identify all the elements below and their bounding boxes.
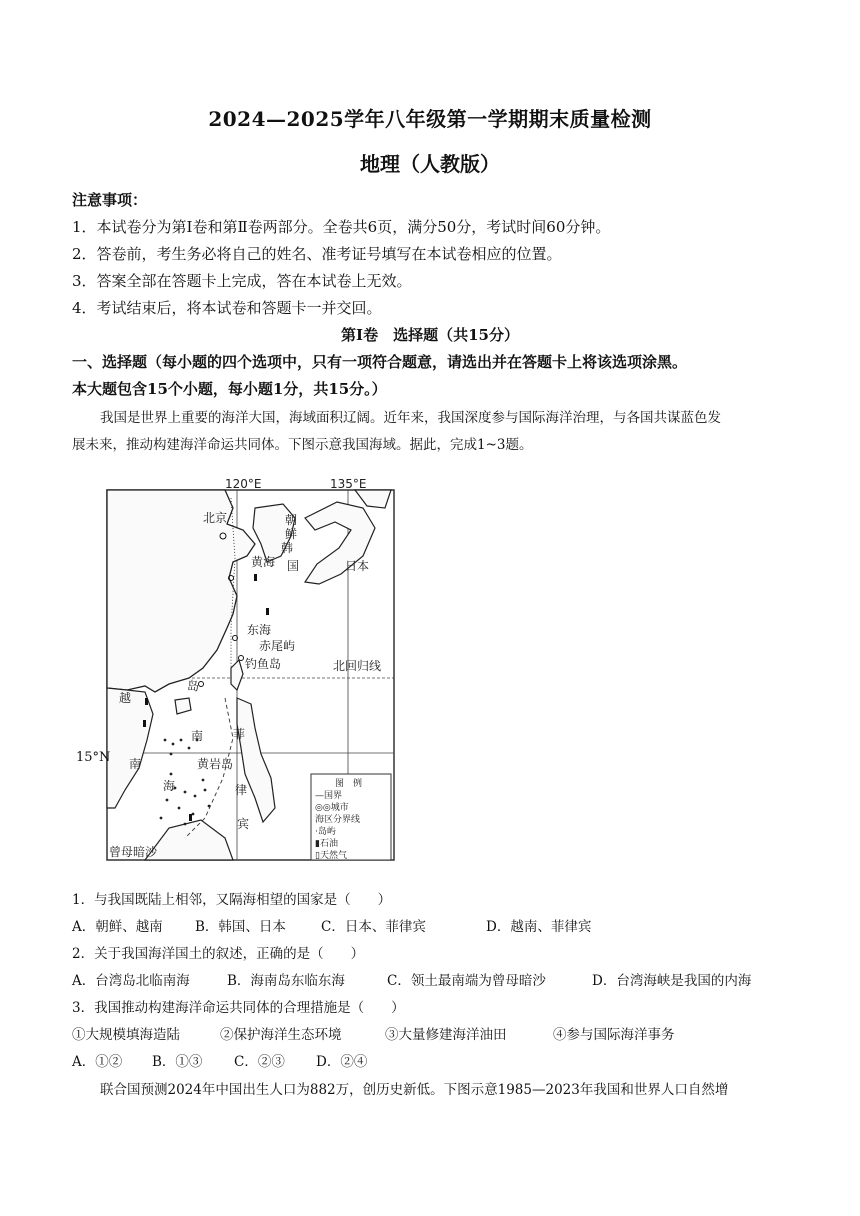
china-sea-map: [105, 478, 397, 862]
map-place: 北京: [203, 511, 228, 525]
option: A．①②: [72, 1054, 123, 1070]
map-place: 国: [287, 559, 300, 573]
option: C．领土最南端为曾母暗沙: [387, 973, 546, 989]
measure: ③大量修建海洋油田: [385, 1027, 507, 1043]
option: D．台湾海峡是我国的内海: [592, 973, 752, 989]
notice-item: 1．本试卷分为第Ⅰ卷和第Ⅱ卷两部分。全卷共6页，满分50分，考试时间60分钟。: [72, 218, 611, 236]
option: D．越南、菲律宾: [486, 919, 592, 935]
map-place: 宾: [237, 817, 250, 831]
notice-item: 2．答卷前，考生务必将自己的姓名、准考证号填写在本试卷相应的位置。: [72, 245, 562, 263]
lat-label: 15°N: [76, 750, 111, 765]
map-place: 越: [119, 691, 132, 705]
question-options: [72, 915, 591, 935]
question-stem: 3．我国推动构建海洋命运共同体的合理措施是（ ）: [72, 1000, 405, 1016]
passage-line: 展未来，推动构建海洋命运共同体。下图示意我国海域。据此，完成1~3题。: [72, 437, 533, 453]
notice-heading: 注意事项：: [72, 191, 148, 209]
map-place: 钓鱼岛: [245, 657, 282, 671]
legend-item: 海区分界线: [315, 815, 361, 825]
map-place: 鲜: [285, 527, 298, 541]
question-stem: 2．关于我国海洋国土的叙述，正确的是（ ）: [72, 946, 365, 962]
legend-item: ▯天然气: [315, 851, 347, 861]
map-place: 南: [191, 729, 204, 743]
legend-title: 图 例: [335, 779, 363, 789]
option: B．海南岛东临东海: [227, 973, 345, 989]
section-title: 第Ⅰ卷 选择题（共15分）: [341, 326, 519, 344]
option: C．日本、菲律宾: [321, 919, 426, 935]
option: C．②③: [234, 1054, 285, 1070]
legend-item: —国界: [315, 791, 343, 801]
map-place: 律: [235, 783, 248, 797]
question-measures: [72, 1023, 675, 1043]
section-instruction: 本大题包含15个小题，每小题1分，共15分。）: [72, 380, 387, 398]
map-place: 北回归线: [333, 659, 382, 673]
legend-item: ·岛屿: [315, 827, 336, 837]
map-place: 日本: [345, 559, 370, 573]
measure: ④参与国际海洋事务: [553, 1027, 675, 1043]
legend-item: ▮石油: [315, 839, 338, 849]
map-place: 岛: [187, 679, 200, 693]
question-options: [72, 1050, 367, 1070]
section-instruction: 一、选择题（每小题的四个选项中，只有一项符合题意，请选出并在答题卡上将该选项涂黑。: [72, 353, 688, 371]
map-place: 韩: [281, 541, 294, 555]
measure: ①大规模填海造陆: [72, 1027, 180, 1043]
legend-item: ◎◎城市: [315, 803, 349, 813]
map-place: 菲: [233, 727, 246, 741]
measure: ②保护海洋生态环境: [220, 1027, 342, 1043]
option: B．①③: [152, 1054, 203, 1070]
map-place: 赤尾屿: [259, 639, 296, 653]
option: D．②④: [316, 1054, 368, 1070]
map-place: 曾母暗沙: [109, 845, 158, 859]
map-place: 南: [129, 757, 142, 771]
notice-item: 4．考试结束后，将本试卷和答题卡一并交回。: [72, 299, 382, 317]
map-place: 海: [163, 779, 176, 793]
option: A．朝鲜、越南: [72, 919, 163, 935]
map-place: 朝: [285, 513, 298, 527]
question-stem: 1．与我国既陆上相邻，又隔海相望的国家是（ ）: [72, 892, 392, 908]
map-place: 黄海: [251, 555, 276, 569]
question-options: [72, 969, 751, 989]
option: B．韩国、日本: [195, 919, 286, 935]
page-subtitle: 地理（人教版）: [360, 152, 500, 176]
option: A．台湾岛北临南海: [72, 973, 190, 989]
notice-item: 3．答案全部在答题卡上完成，答在本试卷上无效。: [72, 272, 412, 290]
page-title: 2024—2025学年八年级第一学期期末质量检测: [208, 107, 652, 131]
map-place: 黄岩岛: [197, 757, 234, 771]
lon-label: 120°E: [225, 478, 262, 491]
passage-line: 我国是世界上重要的海洋大国，海域面积辽阔。近年来，我国深度参与国际海洋治理，与各国共谋蓝色发: [100, 410, 721, 426]
map-place: 东海: [247, 623, 272, 637]
lon-label: 135°E: [330, 478, 367, 491]
passage-line: 联合国预测2024年中国出生人口为882万，创历史新低。下图示意1985—2023年我国和世界人口自然增: [100, 1082, 729, 1098]
